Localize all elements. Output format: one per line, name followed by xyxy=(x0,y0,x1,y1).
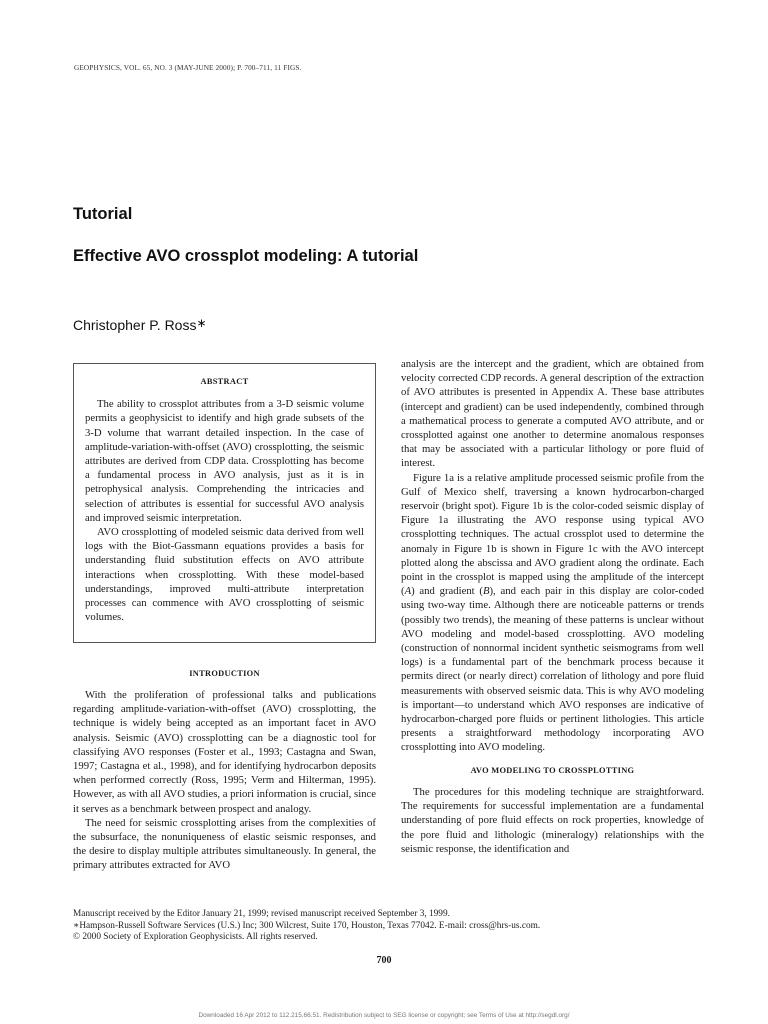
body-paragraph: The procedures for this modeling technique are straightforward. The requirements for successful implementation are a fundamental understanding of pore fluid effects on rock properties, knowledge of the pore fluid and lithologic (mineralogy) relationships with the seismic response, the identification and xyxy=(401,785,704,855)
body-paragraph: The need for seismic crossplotting arises from the complexities of the subsurface, the nonuniqueness of elastic seismic responses, and the desire to display multiple attributes simultaneously. In general, the primary attributes extracted for AVO xyxy=(73,816,376,872)
body-text: ), and each pair in this display are color-coded using two-way time. Although there are noticeable patterns or trends (possibly two trends), the meaning of these patterns is unclear without AVO modeling and model-based crossplotting. AVO modeling (construction of nonnormal incident synthetic seismograms from well logs) is a fundamental part of the benchmark process because it permits direct (or nearly direct) correlation of lithology and pore fluid measurements with observed seismic data. This is why AVO modeling is important—to understand which AVO responses are indicative of hydrocarbon-charged pore fluids or pertinent lithologies. This article presents a straightforward methodology incorporating AVO crossplotting into AVO modeling. xyxy=(401,585,704,754)
body-paragraph: With the proliferation of professional talks and publications regarding amplitude-variation-with-offset (AVO) crossplotting, the technique is widely being accepted as an important facet in AVO analysis. Seismic (AVO) crossplotting can be a diagnostic tool for classifying AVO responses (Foster et al., 1993; Castagna and Swan, 1997; Castagna et al., 1998), and for identifying hydrocarbon deposits when performed correctly (Ross, 1995; Verm and Hilterman, 1995). However, as with all AVO studies, a priori information is crucial, since it serves as a benchmark between prospect and analogy. xyxy=(73,689,376,815)
author-name-text: Christopher P. Ross xyxy=(73,317,197,333)
abstract-heading: ABSTRACT xyxy=(200,377,249,386)
body-text: ) and gradient ( xyxy=(411,585,483,598)
abstract-paragraph: The ability to crossplot attributes from a 3-D seismic volume permits a geophysicist to identify and high grade subsets of the 3-D volume that warrant detailed inspection. In the case of amplitude-variation-with-offset (AVO) crossplotting, the seismic attributes are derived from CDP data. Crossplotting has become a fundamental process in AVO analysis, just as it is in petrophysical analysis. Comprehending the intricacies and selection of attributes is essential for successful AVO analysis and improved seismic interpretation. xyxy=(85,398,364,524)
right-column-body xyxy=(401,357,704,856)
journal-citation: GEOPHYSICS, VOL. 65, NO. 3 (MAY-JUNE 2000); P. 700–711, 11 FIGS. xyxy=(74,63,302,72)
abstract-box xyxy=(73,363,376,643)
avo-modeling-heading: AVO MODELING TO CROSSPLOTTING xyxy=(470,765,635,775)
paper-title: Effective AVO crossplot modeling: A tutorial xyxy=(73,247,419,265)
body-paragraph xyxy=(401,471,704,755)
footnote-copyright: © 2000 Society of Exploration Geophysicists. All rights reserved. xyxy=(73,932,318,942)
gradient-symbol: B xyxy=(482,585,490,598)
download-notice: Downloaded 16 Apr 2012 to 112.215.66.51. Redistribution subject to SEG license or copyright; see Terms of Use at http://segdl.org/ xyxy=(198,1012,570,1019)
author-name xyxy=(73,316,207,333)
footnote-affiliation: ∗Hampson-Russell Software Services (U.S.) Inc; 300 Wilcrest, Suite 170, Houston, Texas 77042. E-mail: cross@hrs-us.com. xyxy=(73,920,541,931)
page-number: 700 xyxy=(376,955,392,966)
body-paragraph: analysis are the intercept and the gradient, which are obtained from velocity corrected CDP records. A general description of the extraction of AVO attributes is presented in Appendix A. These base attributes (intercept and gradient) can be used independently, combined through a mathematical process to generate a computed AVO attribute, and or crossplotted against one another to determine anomalous responses that may be associated with a particular lithology or pore fluid of interest. xyxy=(401,358,704,470)
footnotes xyxy=(73,909,703,944)
author-footnote-mark: ∗ xyxy=(196,316,207,330)
introduction-heading: INTRODUCTION xyxy=(189,669,260,678)
abstract-paragraph: AVO crossplotting of modeled seismic data derived from well logs with the Biot-Gassmann equations provides a basis for understanding fluid substitution effects on AVO attribute interactions when crossplotting. With these model-based understandings, improved multi-attribute interpretation processes can commence with AVO crossplotting of seismic volumes. xyxy=(85,526,364,624)
footnote-received: Manuscript received by the Editor January 21, 1999; revised manuscript received September 3, 1999. xyxy=(73,909,450,919)
introduction-heading-wrap xyxy=(73,669,376,678)
section-label: Tutorial xyxy=(73,205,133,223)
left-column-body xyxy=(73,688,376,873)
body-text: Figure 1a is a relative amplitude processed seismic profile from the Gulf of Mexico shelf, traversing a known hydrocarbon-charged reservoir (bright spot). Figure 1b is the color-coded seismic display of Figure 1a illustrating the AVO response using typical AVO crossplotting techniques. The actual crossplot used to determine the anomaly in Figure 1b is shown in Figure 1c with the AVO intercept plotted along the abscissa and AVO gradient along the ordinate. Each point in the crossplot is mapped using the amplitude of the intercept ( xyxy=(401,471,704,598)
intercept-symbol: A xyxy=(404,585,412,598)
